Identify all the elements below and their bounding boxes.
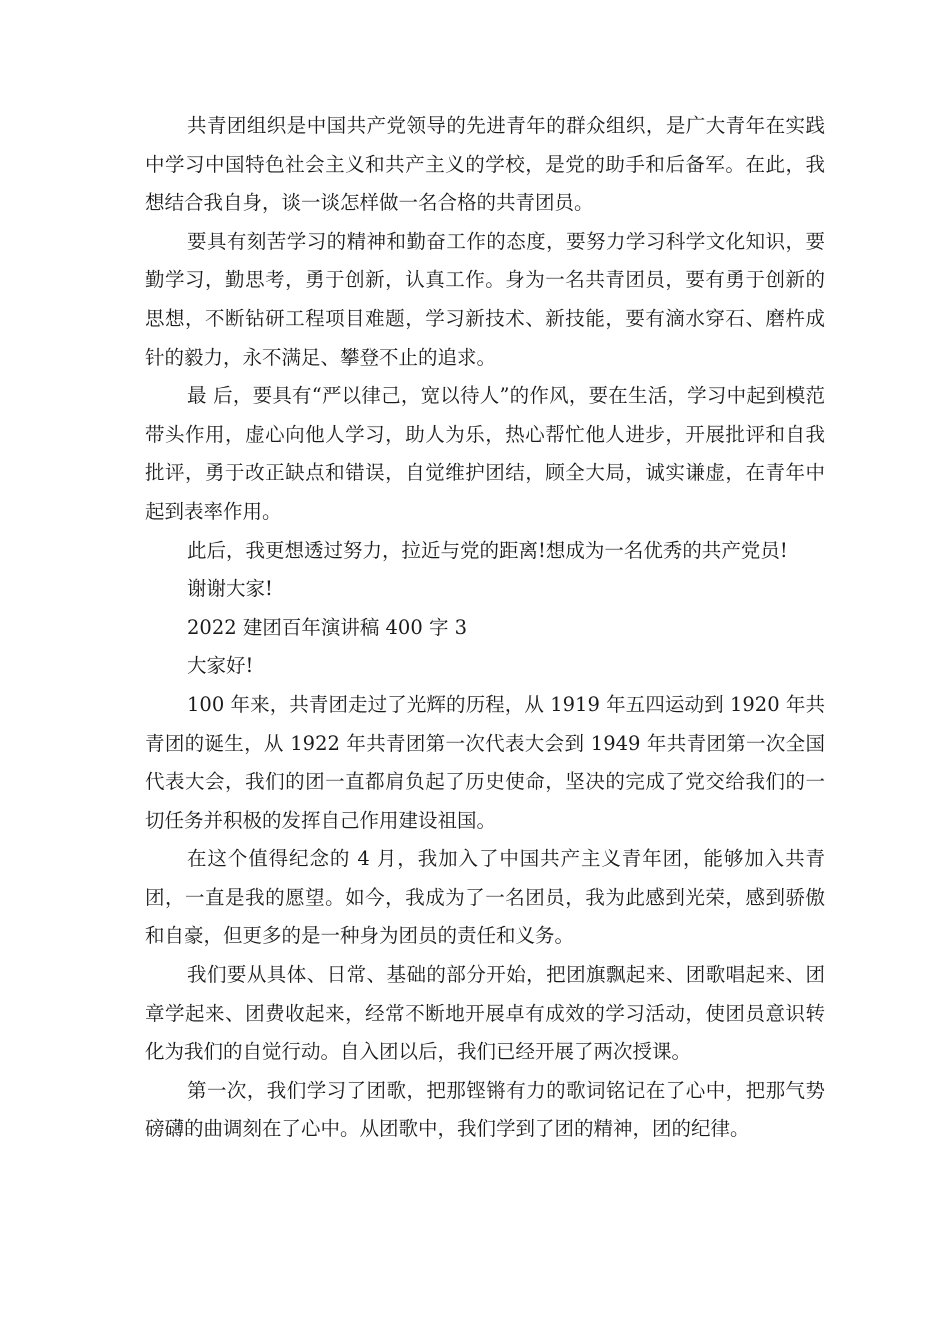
paragraph: 在这个值得纪念的 4 月，我加入了中国共产主义青年团，能够加入共青团，一直是我的愿望。如今，我成为了一名团员，我为此感到光荣，感到骄傲和自豪，但更多的是一种身为团员的责任和义务。 (145, 847, 825, 948)
paragraph: 我们要从具体、日常、基础的部分开始，把团旗飘起来、团歌唱起来、团章学起来、团费收起来，经常不断地开展卓有成效的学习活动，使团员意识转化为我们的自觉行动。自入团以后，我们已经开展了两次授课。 (145, 963, 825, 1064)
section-heading: 2022 建团百年演讲稿 400 字 3 (187, 615, 468, 639)
paragraph: 第一次，我们学习了团歌，把那铿锵有力的歌词铭记在了心中，把那气势磅礴的曲调刻在了心中。从团歌中，我们学到了团的精神，团的纪律。 (145, 1078, 825, 1141)
paragraph: 要具有刻苦学习的精神和勤奋工作的态度，要努力学习科学文化知识，要勤学习，勤思考，勇于创新，认真工作。身为一名共青团员，要有勇于创新的思想，不断钻研工程项目难题，学习新技术、新技能，要有滴水穿石、磨杵成针的毅力，永不满足、攀登不止的追求。 (145, 229, 825, 369)
closing-line: 谢谢大家! (187, 577, 273, 601)
paragraph: 共青团组织是中国共产党领导的先进青年的群众组织，是广大青年在实践中学习中国特色社会主义和共产主义的学校，是党的助手和后备军。在此，我想结合我自身，谈一谈怎样做一名合格的共青团员。 (145, 114, 825, 215)
paragraph: 此后，我更想透过努力，拉近与党的距离!想成为一名优秀的共产党员! (187, 538, 788, 562)
greeting-line: 大家好! (187, 654, 254, 678)
paragraph: 100 年来，共青团走过了光辉的历程，从 1919 年五四运动到 1920 年共青团的诞生，从 1922 年共青团第一次代表大会到 1949 年共青团第一次全国代表大会，我们的团一直都肩负起了历史使命，坚决的完成了党交给我们的一切任务并积极的发挥自己作用建设祖国。 (145, 692, 825, 832)
document-body (145, 107, 825, 1149)
paragraph: 最 后，要具有“严以律己，宽以待人”的作风，要在生活，学习中起到模范带头作用，虚心向他人学习，助人为乐，热心帮忙他人进步，开展批评和自我批评，勇于改正缺点和错误，自觉维护团结，顾全大局，诚实谦虚，在青年中起到表率作用。 (145, 384, 825, 523)
